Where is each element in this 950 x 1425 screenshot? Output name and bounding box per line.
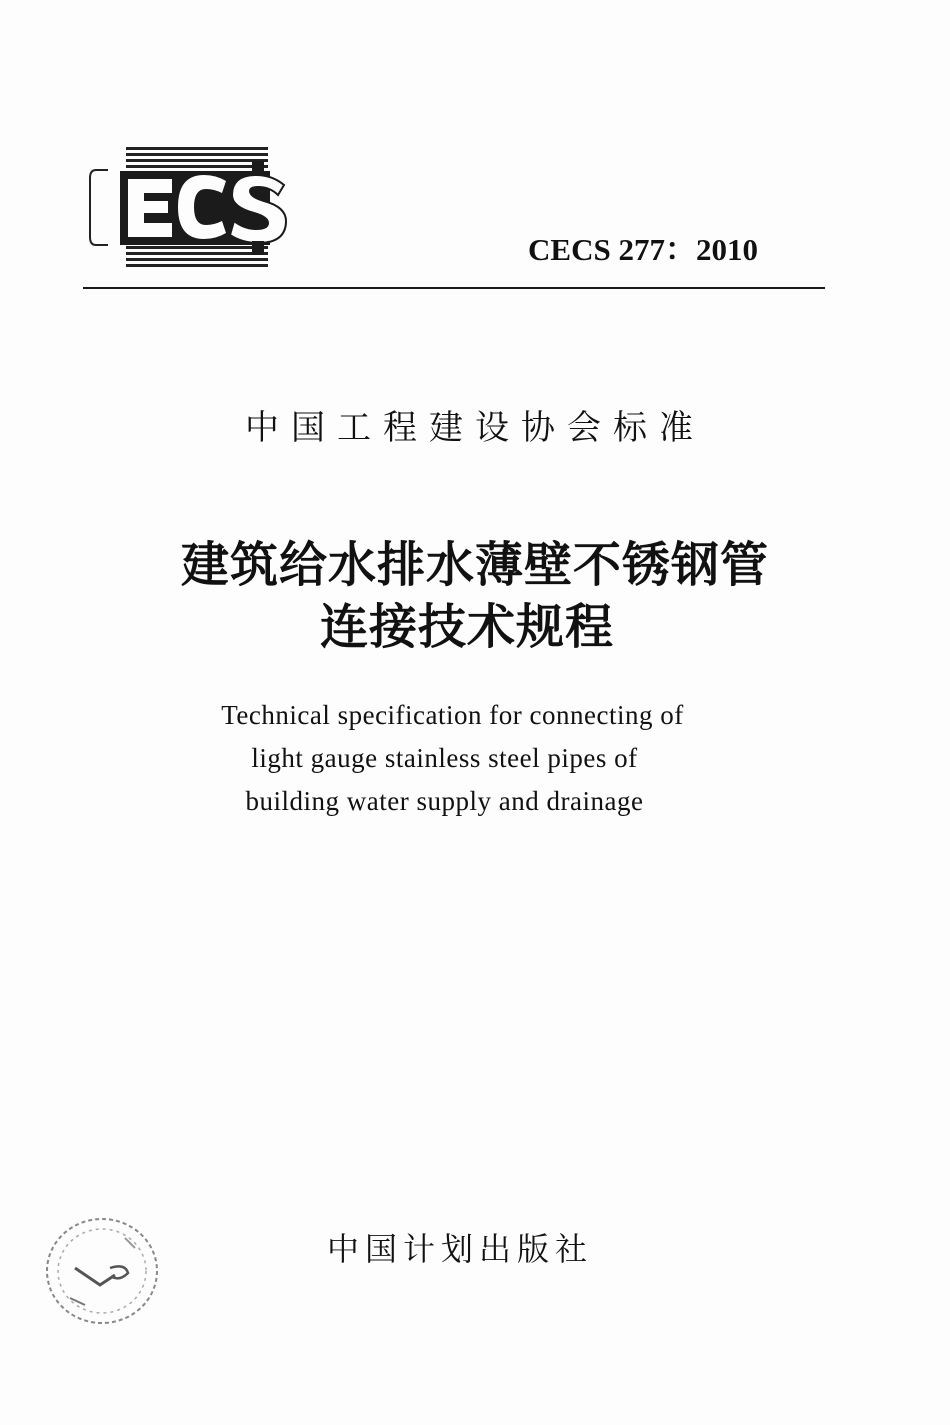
title-cn-line-1: 建筑给水排水薄壁不锈钢管 — [180, 537, 769, 593]
title-en-line-3: building water supply and drainage — [245, 786, 644, 816]
title-en-line-1: Technical specification for connecting of — [221, 700, 684, 730]
association-name: 中国工程建设协会标准 — [245, 408, 705, 448]
ecs-logo — [88, 145, 298, 270]
title-cn-line-2: 连接技术规程 — [319, 599, 614, 655]
publisher-name: 中国计划出版社 — [326, 1230, 593, 1268]
standard-code: CECS 277：2010 — [528, 232, 758, 267]
publisher-seal — [40, 1213, 165, 1328]
header-divider — [83, 287, 825, 289]
title-en-line-2: light gauge stainless steel pipes of — [251, 743, 638, 773]
